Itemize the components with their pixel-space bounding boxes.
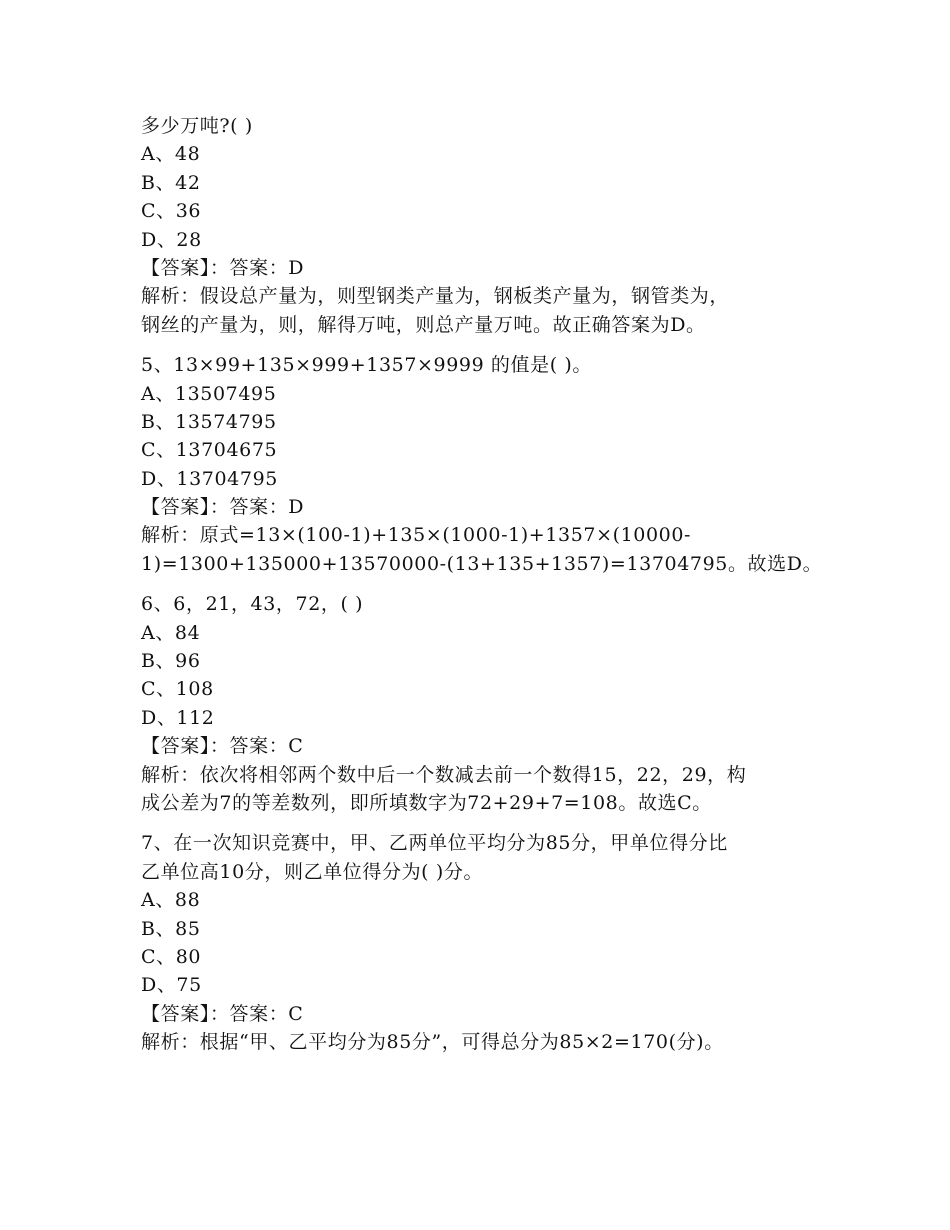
question-6-option-a: A、84 <box>141 621 201 644</box>
question-7-option-b: B、85 <box>141 917 201 940</box>
document-body <box>141 112 823 1057</box>
spacer <box>141 339 811 351</box>
question-7-analysis-line-1: 解析：根据“甲、乙平均分为85分”，可得总分为85×2=170(分)。 <box>141 1031 724 1054</box>
question-5-option-a: A、13507495 <box>141 382 277 405</box>
question-4-option-d: D、28 <box>141 228 202 251</box>
question-4-analysis-line-1: 解析：假设总产量为，则型钢类产量为，钢板类产量为，钢管类为， <box>141 285 730 308</box>
question-4-answer: 【答案】：答案：D <box>141 256 305 279</box>
question-5-option-c: C、13704675 <box>141 439 278 462</box>
question-6-option-d: D、112 <box>141 706 215 729</box>
question-4-option-b: B、42 <box>141 171 201 194</box>
question-7-option-d: D、75 <box>141 974 202 997</box>
question-5-block <box>141 351 823 578</box>
question-7-stem-line-1: 7、在一次知识竞赛中，甲、乙两单位平均分为85分，甲单位得分比 <box>141 832 728 855</box>
spacer <box>141 578 811 590</box>
question-7-option-c: C、80 <box>141 945 202 968</box>
question-6-analysis-line-2: 成公差为7的等差数列，即所填数字为72+29+7=108。故选C。 <box>141 791 712 814</box>
question-6-analysis-line-1: 解析：依次将相邻两个数中后一个数减去前一个数得15，22，29，构 <box>141 763 747 786</box>
spacer <box>141 817 811 829</box>
question-7-block <box>141 829 811 1056</box>
question-5-analysis-line-2: 1)=1300+135000+13570000-(13+135+1357)=13704795。故选D。 <box>141 552 823 575</box>
question-4-option-a: A、48 <box>141 143 201 166</box>
question-6-option-b: B、96 <box>141 650 201 673</box>
question-6-option-c: C、108 <box>141 678 214 701</box>
question-4-option-c: C、36 <box>141 200 202 223</box>
question-6-stem: 6、6，21，43，72，( ) <box>141 593 364 616</box>
question-7-option-a: A、88 <box>141 889 201 912</box>
question-7-stem-line-2: 乙单位高10分，则乙单位得分为( )分。 <box>141 860 484 883</box>
question-7-answer: 【答案】：答案：C <box>141 1002 304 1025</box>
question-6-answer: 【答案】：答案：C <box>141 735 304 758</box>
question-5-answer: 【答案】：答案：D <box>141 496 305 519</box>
question-5-stem: 5、13×99+135×999+1357×9999 的值是( )。 <box>141 354 592 377</box>
question-4-stem: 多少万吨?( ) <box>141 115 253 137</box>
question-5-analysis-line-1: 解析：原式=13×(100-1)+135×(1000-1)+1357×(10000- <box>141 524 692 547</box>
question-5-option-d: D、13704795 <box>141 467 278 490</box>
question-6-block <box>141 590 811 817</box>
question-4-analysis-line-2: 钢丝的产量为，则，解得万吨，则总产量万吨。故正确答案为D。 <box>141 313 706 336</box>
question-5-option-b: B、13574795 <box>141 410 277 433</box>
question-4-block <box>141 112 811 339</box>
